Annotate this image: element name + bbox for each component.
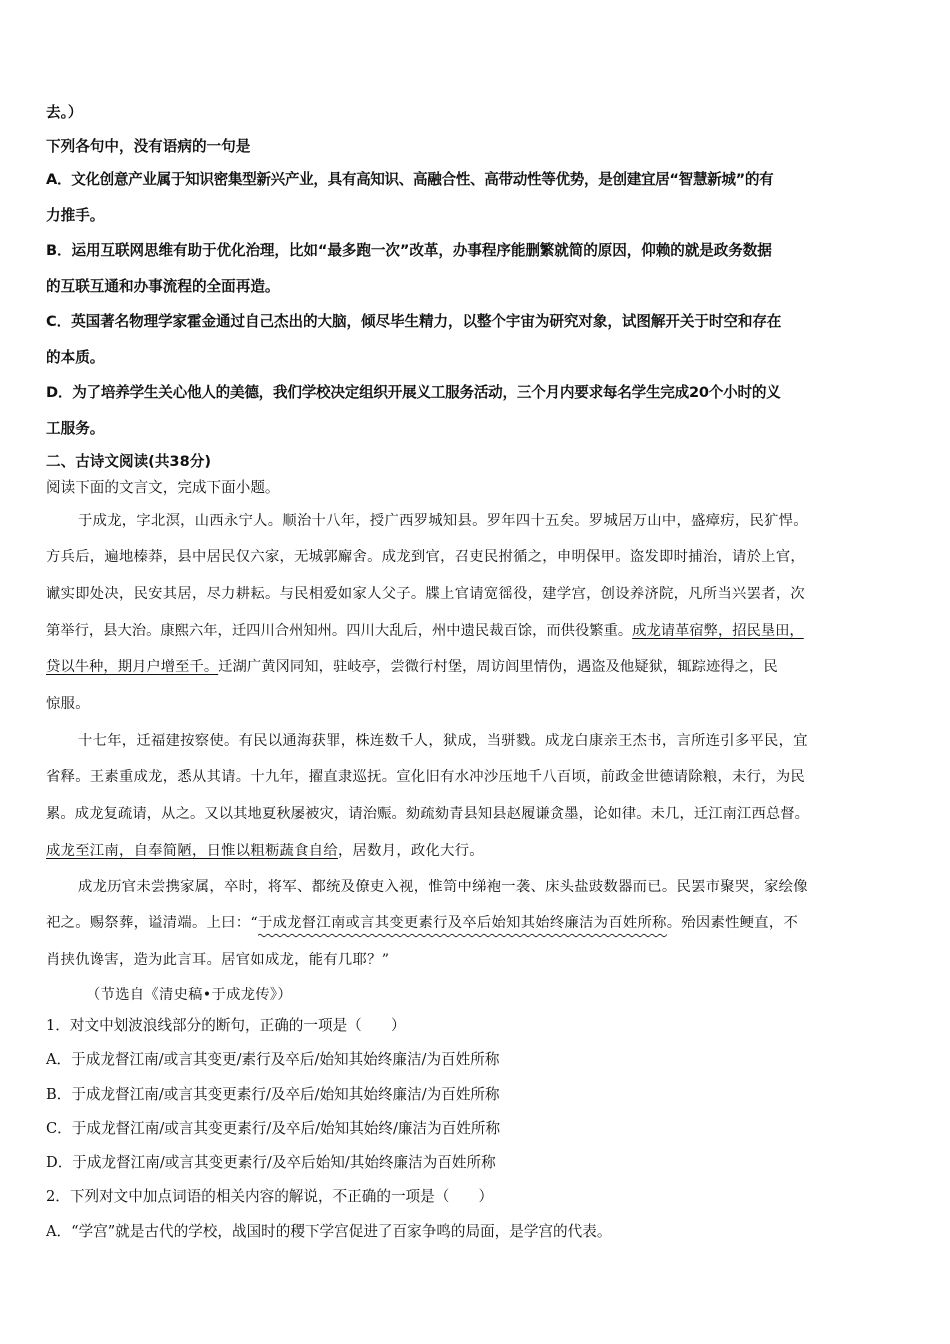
option-d-line2: 工服务。	[46, 420, 105, 437]
underlined-sentence-cont: 贷以牛种，期月户增至千。	[46, 659, 219, 675]
passage-text: 。殆因素性鲠直，不	[666, 915, 799, 931]
q1-stem: 1．对文中划波浪线部分的断句，正确的一项是（ ）	[46, 1017, 406, 1034]
option-b-line1: B．运用互联网思维有助于优化治理，比如“最多跑一次”改革，办事程序能删繁就简的原因，仰赖的就是政务数据	[46, 242, 772, 259]
underlined-sentence: 成龙请革宿弊，招民垦田，	[632, 623, 804, 639]
passage-text: ，居数月，政化大行。	[337, 843, 484, 859]
passage-p3-line3: 肖挟仇谗害，造为此言耳。居官如成龙，能有几耶？”	[46, 952, 390, 968]
prev-question-tail: 去。）	[46, 104, 83, 121]
question-stem: 下列各句中，没有语病的一句是	[46, 138, 251, 155]
passage-text: 祀之。赐祭葬，谥清端。上曰：“	[46, 915, 258, 931]
passage-p2-line4	[46, 841, 908, 861]
passage-p2-line3: 累。成龙复疏请，从之。又以其地夏秋屡被灾，请治赈。劾疏劾青县知县赵履谦贪墨，论如律。未几，迁江南江西总督。	[46, 806, 810, 822]
wavy-underlined-sentence	[258, 913, 667, 933]
section-instruction: 阅读下面的文言文，完成下面小题。	[46, 479, 280, 496]
option-a-line1: A．文化创意产业属于知识密集型新兴产业，具有高知识、高融合性、高带动性等优势，是创建宜居“智慧新城”的有	[46, 171, 774, 188]
passage-p2-line1: 十七年，迁福建按察使。有民以通海获罪，株连数千人，狱成，当骈戮。成龙白康亲王杰书，言所连引多平民，宜	[78, 733, 808, 749]
q1-option-d: D．于成龙督江南/或言其变更素行/及卒后始知/其始终廉洁为百姓所称	[46, 1154, 496, 1171]
option-d-line1: D．为了培养学生关心他人的美德，我们学校决定组织开展义工服务活动，三个月内要求每名学生完成20个小时的义	[46, 384, 781, 401]
passage-text: 第举行，县大治。康熙六年，迁四川合州知州。四川大乱后，州中遗民裁百馀，而供役繁重。	[46, 623, 633, 639]
q1-option-c: C．于成龙督江南/或言其变更素行/及卒后/始知其始终/廉洁为百姓所称	[46, 1120, 501, 1137]
passage-p1-line3: 谳实即处决，民安其居，尽力耕耘。与民相爱如家人父子。牒上官请宽徭役，建学宫，创设养济院，凡所当兴罢者，次	[46, 586, 806, 602]
option-b-line2: 的互联互通和办事流程的全面再造。	[46, 278, 280, 295]
passage-p1-line4	[46, 621, 908, 641]
q2-option-a: A．“学宫”就是古代的学校，战国时的稷下学宫促进了百家争鸣的局面，是学宫的代表。	[46, 1223, 612, 1240]
passage-p3-line1: 成龙历官未尝携家属，卒时，将军、都统及僚吏入视，惟笥中绨袍一袭、床头盐豉数器而已。民罢市聚哭，家绘像	[78, 879, 808, 895]
option-c-line2: 的本质。	[46, 349, 105, 366]
passage-p1-line5	[46, 657, 908, 677]
passage-text: 迁湖广黄冈同知，驻岐亭，尝微行村堡，周访闾里情伪，遇盗及他疑狱，辄踪迹得之，民	[218, 659, 778, 675]
wavy-text: 于成龙督江南或言其变更素行及卒后始知其始终廉洁为百姓所称	[257, 915, 667, 931]
q1-option-b: B．于成龙督江南/或言其变更素行/及卒后/始知其始终廉洁/为百姓所称	[46, 1086, 500, 1103]
option-c-line1: C．英国著名物理学家霍金通过自己杰出的大脑，倾尽毕生精力，以整个宇宙为研究对象，试图解开关于时空和存在	[46, 313, 782, 330]
q1-option-a: A．于成龙督江南/或言其变更/素行及卒后/始知其始终廉洁/为百姓所称	[46, 1051, 500, 1068]
q2-stem: 2．下列对文中加点词语的相关内容的解说，不正确的一项是（ ）	[46, 1188, 494, 1205]
passage-source: （节选自《清史稿•于成龙传》）	[86, 987, 292, 1003]
underlined-sentence-2: 成龙至江南，自奉简陋，日惟以粗粝蔬食自给	[46, 843, 338, 859]
option-a-line2: 力推手。	[46, 207, 105, 224]
section-title: 二、古诗文阅读(共38分)	[46, 453, 211, 470]
wavy-line	[258, 933, 667, 938]
passage-p1-line6: 惊服。	[46, 696, 90, 712]
passage-p2-line2: 省释。王素重成龙，悉从其请。十九年，擢直隶巡抚。宣化旧有水冲沙压地千八百顷，前政金世德请除粮，未行，为民	[46, 769, 806, 785]
passage-p1-line1: 于成龙，字北溟，山西永宁人。顺治十八年，授广西罗城知县。罗年四十五矣。罗城居万山中，盛瘴疠，民犷悍。	[78, 513, 808, 529]
passage-p1-line2: 方兵后，遍地榛莽，县中居民仅六家，无城郭廨舍。成龙到官，召吏民拊循之，申明保甲。盗发即时捕治，请於上官，	[46, 549, 806, 565]
passage-p3-line2	[46, 913, 908, 933]
